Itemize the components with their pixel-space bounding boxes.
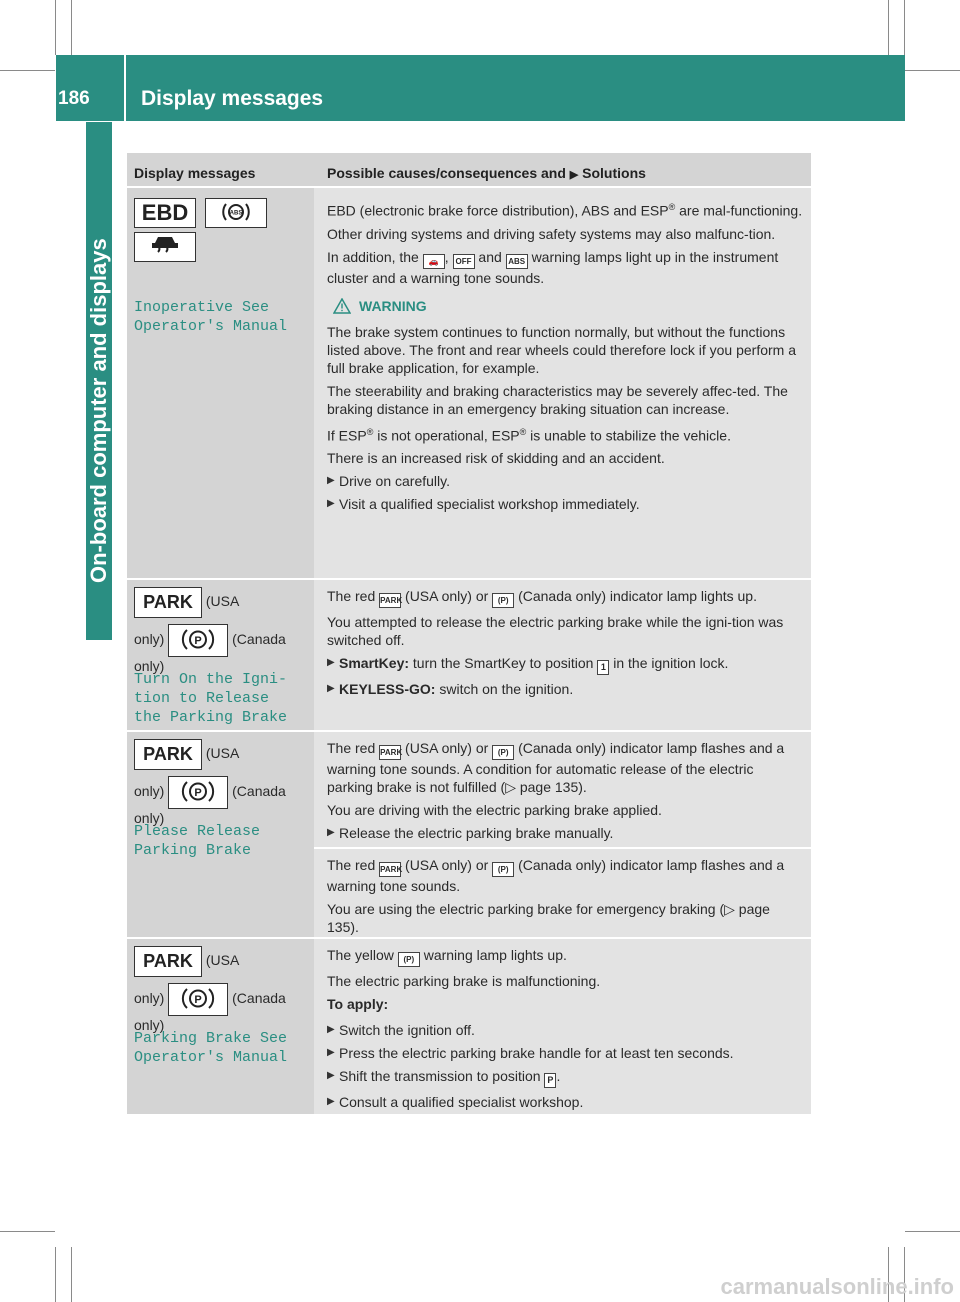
parking-brake-icon-svg xyxy=(170,984,226,1013)
crop-mark xyxy=(905,70,960,71)
table-row xyxy=(127,188,314,578)
warning-label: WARNING xyxy=(359,297,427,314)
table-header-cell xyxy=(314,153,811,186)
row-icons xyxy=(134,587,309,675)
warning-triangle-icon xyxy=(333,298,351,314)
instruction-step: ▶ Switch the ignition off. xyxy=(327,1021,803,1039)
footer-watermark: carmanualsonline.info xyxy=(720,1274,954,1299)
icon-line xyxy=(134,624,309,657)
crop-mark xyxy=(55,0,56,55)
text: only) xyxy=(134,658,165,674)
parking-brake-icon-svg xyxy=(170,625,226,654)
text: and xyxy=(478,248,502,265)
ebd-icon: EBD xyxy=(134,198,196,228)
instruction-step xyxy=(327,654,803,675)
text: The yellow xyxy=(327,947,394,963)
text: (USA xyxy=(205,745,240,762)
paragraph: You are driving with the electric parking brake applied. xyxy=(327,802,662,818)
icon-line xyxy=(134,776,309,809)
text: (USA only) or xyxy=(405,588,489,604)
paragraph: The brake system continues to function normally, but without the functions listed above. The front and rear wheels could therefore lock if you perform a full brake application, for example. xyxy=(327,323,796,376)
parking-brake-icon: (P) xyxy=(398,952,420,967)
instruction-step: ▶ Visit a qualified specialist workshop immediately. xyxy=(327,495,803,513)
text: (Canada xyxy=(232,990,286,1007)
page-header xyxy=(56,55,905,121)
gear-position-badge: P xyxy=(544,1073,556,1088)
text: (Canada only) indicator lamp xyxy=(518,740,698,756)
abs-icon: ABS xyxy=(506,254,528,269)
message-line: Parking Brake See xyxy=(134,1030,288,1047)
page-number: 186 xyxy=(58,88,90,109)
text: . xyxy=(556,1068,561,1084)
to-apply-heading: To apply: xyxy=(327,996,389,1012)
svg-text:P: P xyxy=(194,635,202,647)
parking-brake-icon xyxy=(168,624,228,657)
cell-content xyxy=(327,198,803,518)
text: is not operational, ESP xyxy=(373,427,520,444)
park-icon: PARK xyxy=(379,593,401,608)
text: flashes and a warning tone sounds. xyxy=(327,857,785,894)
table-header-cell xyxy=(127,153,314,186)
page-title: Display messages xyxy=(141,87,324,110)
cell-content xyxy=(327,856,803,941)
display-message-please-release xyxy=(134,822,260,860)
crop-mark xyxy=(904,0,905,55)
park-icon: PARK xyxy=(379,745,401,760)
message-line: Please Release xyxy=(134,823,261,840)
section-side-tab-label: On-board computer and displays xyxy=(86,238,111,583)
crop-mark xyxy=(0,1231,55,1232)
text: warning lamp lights up. xyxy=(423,947,567,963)
text: The red xyxy=(327,740,376,756)
park-icon: PARK xyxy=(134,946,202,977)
text: The red xyxy=(327,588,376,604)
cell-content xyxy=(327,739,803,847)
col-header-causes-text: Possible causes/consequences and xyxy=(327,165,566,181)
text: If ESP xyxy=(327,427,367,444)
paragraph: The electric parking brake is malfunctioning. xyxy=(327,973,601,989)
abs-icon xyxy=(205,198,267,228)
col-header-causes xyxy=(327,165,646,181)
svg-text:P: P xyxy=(194,787,202,799)
text: The red xyxy=(327,857,376,873)
paragraph xyxy=(327,587,803,608)
instruction-step: ▶ Consult a qualified specialist workshop. xyxy=(327,1093,803,1111)
text: only) xyxy=(134,810,165,826)
registered-mark: ® xyxy=(366,426,374,437)
bold-text: KEYLESS-GO: xyxy=(339,681,436,697)
table-row xyxy=(127,732,314,937)
registered-mark: ® xyxy=(519,426,527,437)
paragraph: You are using the electric parking brake for emergency braking (▷ page 135). xyxy=(327,901,770,935)
cell-content xyxy=(327,946,803,1116)
display-message-inoperative xyxy=(134,298,287,336)
table-cell xyxy=(314,849,811,937)
parking-brake-icon xyxy=(168,776,228,809)
table-row xyxy=(127,939,314,1114)
paragraph xyxy=(327,739,803,796)
text: in the ignition lock. xyxy=(609,655,729,671)
instruction-step: ▶ Press the electric parking brake handle for at least ten seconds. xyxy=(327,1044,803,1062)
paragraph: There is an increased risk of skidding and an accident. xyxy=(327,450,665,467)
svg-text:P: P xyxy=(194,994,202,1006)
text: warning lamps light up in the instrument cluster and a warning tone sounds. xyxy=(327,248,779,286)
message-line: Turn On the Igni- xyxy=(134,671,288,688)
message-line: Parking Brake xyxy=(134,842,252,859)
text: EBD (electronic brake force distribution), ABS and ESP xyxy=(327,202,669,219)
text: only) xyxy=(134,990,165,1007)
esp-car-icon: 🚗 xyxy=(423,254,445,269)
table-row xyxy=(127,580,314,730)
esp-car-icon-svg xyxy=(136,233,194,259)
text: Shift the transmission to position xyxy=(339,1068,541,1084)
paragraph xyxy=(327,198,803,220)
crop-mark xyxy=(905,1231,960,1232)
message-line: the Parking Brake xyxy=(134,709,288,726)
abs-icon-svg xyxy=(207,199,265,225)
col-header-solutions-text: Solutions xyxy=(582,165,646,181)
header-separator xyxy=(124,55,126,121)
instruction-step: ▶ Release the electric parking brake manually. xyxy=(327,824,803,842)
crop-mark xyxy=(55,1247,56,1302)
paragraph xyxy=(327,423,803,445)
paragraph: You attempted to release the electric parking brake while the igni-tion was switched off. xyxy=(327,614,784,648)
text: only) xyxy=(134,631,165,648)
text: only) xyxy=(134,783,165,800)
esp-car-icon xyxy=(134,232,196,262)
crop-mark xyxy=(71,0,72,55)
parking-brake-icon: (P) xyxy=(492,745,514,760)
paragraph: The steerability and braking characteristics may be severely affec-ted. The braking distance in an emergency braking situation can increase. xyxy=(327,382,788,417)
row-icons xyxy=(134,198,267,262)
row-icons xyxy=(134,946,309,1034)
text: (USA xyxy=(205,593,240,610)
text: turn the SmartKey to position xyxy=(409,655,594,671)
display-message-parking-brake-see xyxy=(134,1029,287,1067)
text: is unable to stabilize the vehicle. xyxy=(526,427,731,444)
crop-mark xyxy=(0,70,55,71)
crop-mark xyxy=(888,0,889,55)
esp-off-icon: OFF xyxy=(453,254,475,269)
crop-mark xyxy=(71,1247,72,1302)
park-icon: PARK xyxy=(134,739,202,770)
arrow-right-icon: ▶ xyxy=(569,169,579,181)
parking-brake-icon: (P) xyxy=(492,862,514,877)
text: (Canada only) indicator lamp xyxy=(518,857,698,873)
paragraph: Other driving systems and driving safety systems may also malfunc-tion. xyxy=(327,225,776,242)
paragraph xyxy=(327,856,803,895)
svg-text:ABS: ABS xyxy=(230,210,243,217)
table-cell xyxy=(314,188,811,578)
text: switch on the ignition. xyxy=(435,681,574,697)
text: (Canada only) indicator lamp lights up. xyxy=(518,588,757,604)
parking-brake-icon: (P) xyxy=(492,593,514,608)
text: are mal-functioning. xyxy=(675,202,803,219)
park-icon: PARK xyxy=(379,862,401,877)
registered-mark: ® xyxy=(668,202,676,212)
text: flashes and a warning tone sounds. A condition for automatic release of the electric parking brake is not fulfilled (▷ page 135). xyxy=(327,740,785,795)
warning-heading xyxy=(333,297,803,315)
instruction-step: ▶ Drive on carefully. xyxy=(327,472,803,490)
key-position-badge: 1 xyxy=(597,660,609,675)
text: (USA xyxy=(205,952,240,969)
message-line: Operator's Manual xyxy=(134,318,288,335)
parking-brake-icon-svg xyxy=(170,777,226,806)
row-icons xyxy=(134,739,309,827)
text: only) xyxy=(134,1017,165,1033)
text: (Canada xyxy=(232,783,286,800)
text: (USA only) or xyxy=(405,857,489,873)
table-cell xyxy=(314,732,811,847)
bold-text: SmartKey: xyxy=(339,655,410,671)
icon-line xyxy=(134,983,309,1016)
cell-content xyxy=(327,587,803,703)
message-line: tion to Release xyxy=(134,690,270,707)
park-icon: PARK xyxy=(134,587,202,618)
text: In addition, the xyxy=(327,248,419,265)
table-cell xyxy=(314,580,811,730)
table-cell xyxy=(314,939,811,1114)
parking-brake-icon xyxy=(168,983,228,1016)
paragraph xyxy=(327,946,803,967)
message-line: Operator's Manual xyxy=(134,1049,288,1066)
display-message-turn-on xyxy=(134,670,287,727)
message-line: Inoperative See xyxy=(134,299,270,316)
col-header-display-messages: Display messages xyxy=(134,165,256,181)
instruction-step xyxy=(327,680,803,698)
paragraph: In addition, the 🚗 , OFF and ABS warning lamps light up in the instrument cluster and a warning tone sounds. xyxy=(327,248,779,286)
text: (USA only) or xyxy=(405,740,489,756)
instruction-step xyxy=(327,1067,803,1088)
text: (Canada xyxy=(232,631,286,648)
